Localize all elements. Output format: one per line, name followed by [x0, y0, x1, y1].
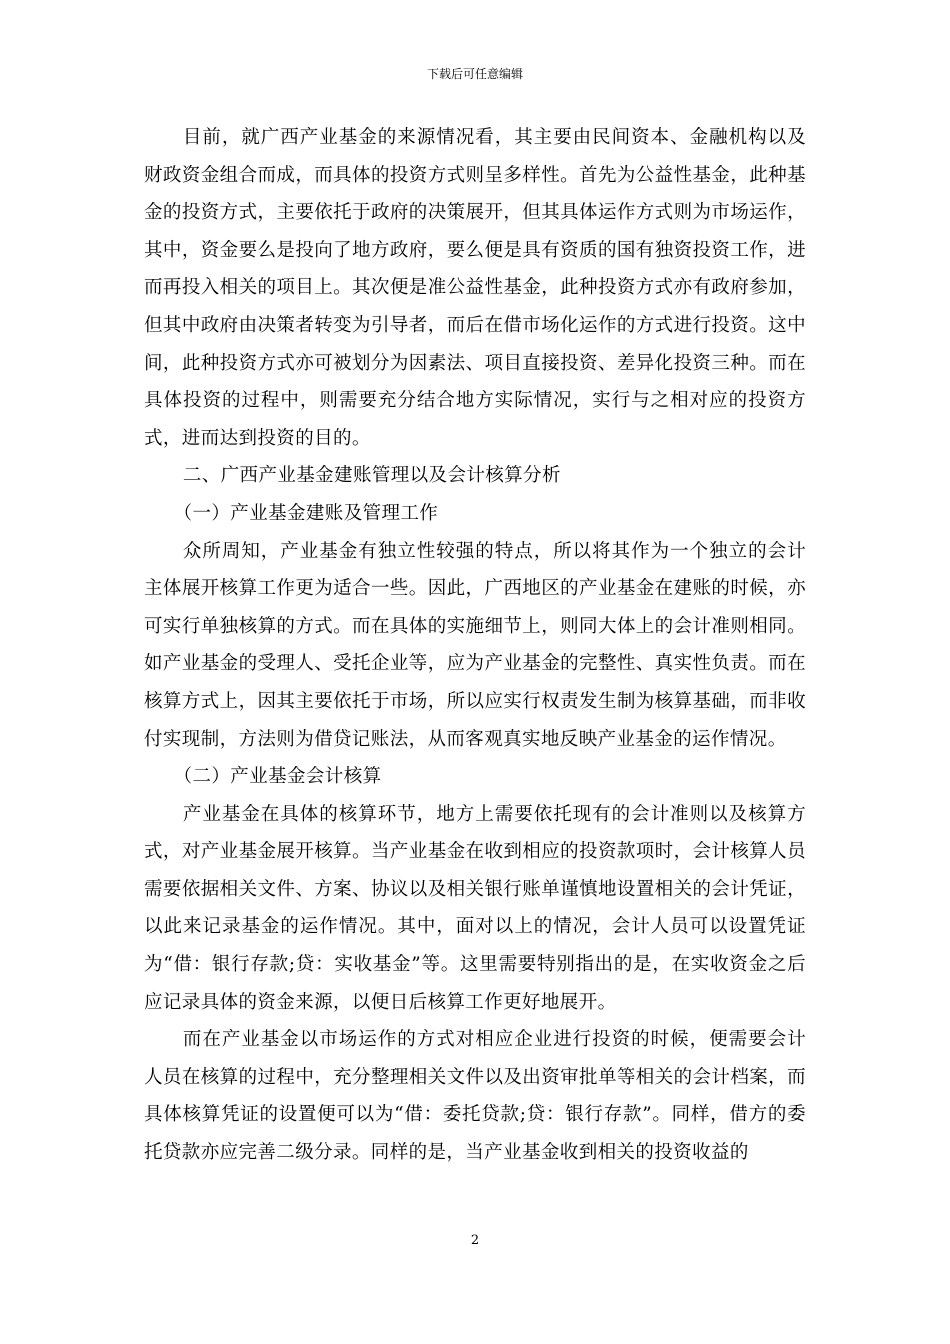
section-heading: 二、广西产业基金建账管理以及会计核算分析	[182, 465, 561, 487]
subsection-heading: （二）产业基金会计核算	[173, 766, 382, 788]
document-body	[144, 119, 806, 1172]
page-number: 2	[470, 1233, 480, 1248]
body-paragraph: 众所周知，产业基金有独立性较强的特点，所以将其作为一个独立的会计主体展开核算工作更为适合一些。因此，广西地区的产业基金在建账的时候，亦可实行单独核算的方式。而在具体的实施细节上，则同大体上的会计准则相同。如产业基金的受理人、受托企业等，应为产业基金的完整性、真实性负责。而在核算方式上，因其主要依托于市场，所以应实行权责发生制为核算基础，而非收付实现制，方法则为借贷记账法，从而客观真实地反映产业基金的运作情况。	[144, 540, 806, 750]
body-paragraph: 产业基金在具体的核算环节，地方上需要依托现有的会计准则以及核算方式，对产业基金展开核算。当产业基金在收到相应的投资款项时，会计核算人员需要依据相关文件、方案、协议以及相关银行账单谨慎地设置相关的会计凭证，以此来记录基金的运作情况。其中，面对以上的情况，会计人员可以设置凭证为“借：银行存款;贷：实收基金”等。这里需要特别指出的是，在实收资金之后应记录具体的资金来源，以便日后核算工作更好地展开。	[144, 803, 806, 1013]
subsection-heading: （一）产业基金建账及管理工作	[173, 502, 439, 524]
body-paragraph: 目前，就广西产业基金的来源情况看，其主要由民间资本、金融机构以及财政资金组合而成，而具体的投资方式则呈多样性。首先为公益性基金，此种基金的投资方式，主要依托于政府的决策展开，但其具体运作方式则为市场运作，其中，资金要么是投向了地方政府，要么便是具有资质的国有独资投资工作，进而再投入相关的项目上。其次便是准公益性基金，此种投资方式亦有政府参加，但其中政府由决策者转变为引导者，而后在借市场化运作的方式进行投资。这中间，此种投资方式亦可被划分为因素法、项目直接投资、差异化投资三种。而在具体投资的过程中，则需要充分结合地方实际情况，实行与之相对应的投资方式，进而达到投资的目的。	[144, 127, 806, 449]
body-paragraph: 而在产业基金以市场运作的方式对相应企业进行投资的时候，便需要会计人员在核算的过程中，充分整理相关文件以及出资审批单等相关的会计档案，而具体核算凭证的设置便可以为“借：委托贷款;贷：银行存款”。同样，借方的委托贷款亦应完善二级分录。同样的是，当产业基金收到相关的投资收益的	[144, 1029, 806, 1164]
page-header: 下载后可任意编辑	[426, 67, 523, 81]
